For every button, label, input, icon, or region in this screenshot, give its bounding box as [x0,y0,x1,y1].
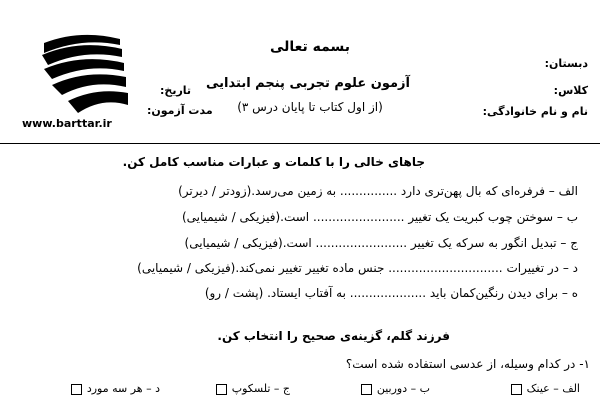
mc-options-row [0,382,590,400]
option-d[interactable] [71,382,160,395]
option-c[interactable] [216,382,290,395]
fill-blank-item-b: ب – سوختن چوب کبریت یک تغییر ........................ است.(فیزیکی / شیمیایی) [181,210,578,224]
basmala-heading: بسمه تعالی [269,39,351,55]
fill-blank-item-c: ج – تبدیل انگور به سرکه یک تغییر ........................ است.(فیزیکی / شیمیایی) [184,236,578,250]
section2-title: فرزند گلم، گزینه‌ی صحیح را انتخاب کن. [217,329,450,343]
fill-blank-item-a: الف – فرفره‌ای که بال پهن‌تری دارد ............... به زمین می‌رسد.(زودتر / دیرتر) [178,184,578,198]
option-b-label: ب – دوربین [376,382,430,395]
exam-subtitle: (از اول کتاب تا پایان درس ۳) [237,100,383,114]
barttar-logo [22,31,130,131]
option-a[interactable] [511,382,580,395]
swoosh-logo-icon [22,31,130,117]
option-c-label: ج – تلسکوپ [231,382,290,395]
fill-blank-item-e: ه – برای دیدن رنگین‌کمان باید .................... به آفتاب ایستاد. (پشت / رو) [204,286,578,300]
school-label: دبستان: [544,57,588,70]
fill-blank-item-d: د – در تغییرات .............................. جنس ماده تغییر تغییر نمی‌کند.(فیزیکی / شیمیایی) [137,261,578,275]
duration-label: مدت آزمون: [147,104,213,117]
header-divider [0,143,600,144]
option-d-label: د – هر سه مورد [86,382,160,395]
exam-header [0,0,600,142]
website-url: www.barttar.ir [22,117,112,130]
class-label: کلاس: [553,84,588,97]
exam-title: آزمون علوم تجربی پنجم ابتدایی [206,76,410,91]
date-label: تاریخ: [160,84,192,97]
option-b[interactable] [361,382,430,395]
option-a-checkbox[interactable] [511,384,522,395]
student-name-label: نام و نام خانوادگی: [482,105,588,118]
option-b-checkbox[interactable] [361,384,372,395]
mc-question-1: ۱- در کدام وسیله، از عدسی استفاده شده است؟ [345,357,590,371]
option-c-checkbox[interactable] [216,384,227,395]
option-a-label: الف – عینک [526,382,580,395]
option-d-checkbox[interactable] [71,384,82,395]
section1-title: جاهای خالی را با کلمات و عبارات مناسب کامل کن. [122,155,425,169]
